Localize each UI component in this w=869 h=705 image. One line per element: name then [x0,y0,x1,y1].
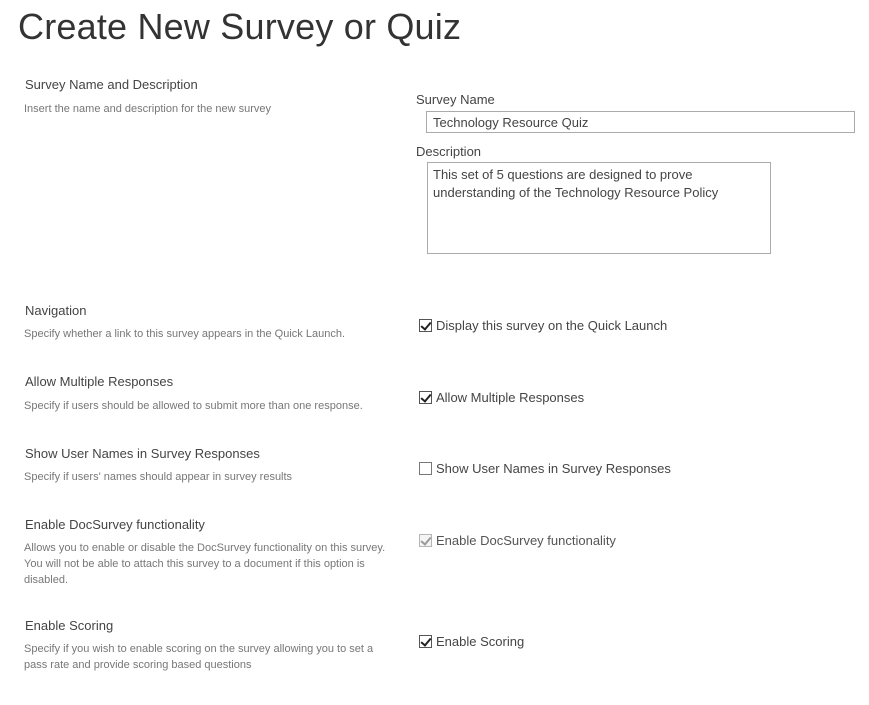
section-desc-docsurvey: Allows you to enable or disable the DocSurvey functionality on this survey. You will not be able to attach this survey to a document if this option is disabled. [24,542,386,586]
quick-launch-option[interactable] [419,318,667,333]
survey-name-input[interactable] [426,111,855,133]
page-title: Create New Survey or Quiz [18,6,462,47]
scoring-checkbox[interactable] [419,635,432,648]
scoring-checkbox-label[interactable]: Enable Scoring [436,634,525,649]
description-label: Description [416,144,482,159]
user-names-option[interactable] [419,461,671,476]
section-desc-name-description: Insert the name and description for the new survey [24,103,272,115]
section-desc-user-names: Specify if users' names should appear in survey results [24,471,293,483]
quick-launch-checkbox[interactable] [419,319,432,332]
section-title-docsurvey: Enable DocSurvey functionality [25,517,205,532]
section-title-navigation: Navigation [25,303,87,318]
user-names-checkbox-label[interactable]: Show User Names in Survey Responses [436,461,671,476]
multiple-responses-checkbox-label[interactable]: Allow Multiple Responses [436,390,585,405]
docsurvey-checkbox [419,534,432,547]
docsurvey-checkbox-label: Enable DocSurvey functionality [436,533,616,548]
multiple-responses-checkbox[interactable] [419,391,432,404]
quick-launch-checkbox-label[interactable]: Display this survey on the Quick Launch [436,318,668,333]
description-textarea[interactable] [427,162,771,254]
section-title-user-names: Show User Names in Survey Responses [25,446,260,461]
multiple-responses-option[interactable] [419,390,584,405]
section-desc-scoring: Specify if you wish to enable scoring on the survey allowing you to set a pass rate and provide scoring based questions [24,643,374,671]
scoring-option[interactable] [419,634,524,649]
section-title-name-description: Survey Name and Description [25,77,198,92]
section-title-multiple-responses: Allow Multiple Responses [25,374,174,389]
docsurvey-option [419,533,616,548]
section-title-scoring: Enable Scoring [25,618,114,633]
survey-name-label: Survey Name [416,92,495,107]
section-desc-multiple-responses: Specify if users should be allowed to submit more than one response. [24,400,363,412]
user-names-checkbox[interactable] [419,462,432,475]
section-desc-navigation: Specify whether a link to this survey appears in the Quick Launch. [24,328,346,340]
